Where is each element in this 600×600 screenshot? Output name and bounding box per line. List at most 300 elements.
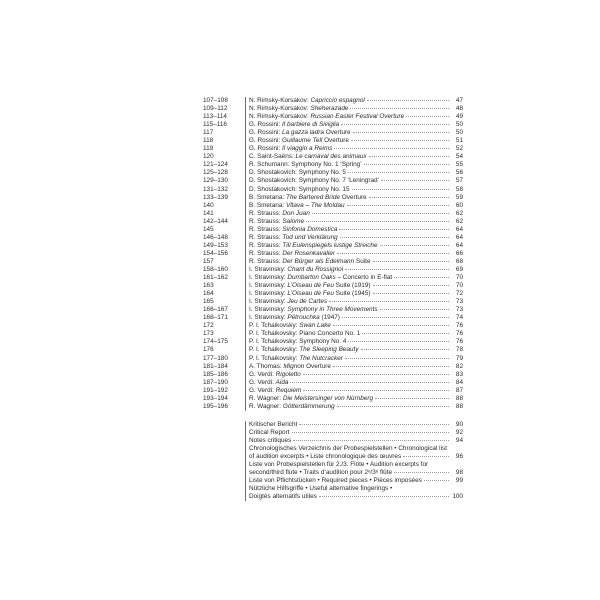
toc-entry-cell <box>245 485 463 501</box>
dot-leader <box>348 341 449 342</box>
dot-leader <box>303 374 449 375</box>
toc-entry-text <box>249 121 339 129</box>
toc-composer: R. Strauss: <box>249 209 283 217</box>
toc-excerpt-pages: 157 <box>203 257 214 265</box>
toc-entry-cell <box>245 258 463 266</box>
toc-entry-cell <box>245 153 463 161</box>
dot-leader <box>334 148 449 149</box>
toc-work-title: Il barbiere di Siviglia <box>282 121 340 129</box>
toc-work-suffix: Suite <box>354 257 371 265</box>
toc-page-number: 50 <box>455 129 463 137</box>
table-of-contents <box>203 97 463 501</box>
dot-leader <box>340 237 449 238</box>
dot-leader <box>369 197 449 198</box>
toc-entry-cell <box>245 161 463 169</box>
toc-excerpt-pages: 176 <box>203 346 214 354</box>
dot-leader <box>319 496 449 497</box>
toc-row-hilfsgriffe[interactable] <box>203 485 463 501</box>
toc-entry-text <box>249 202 345 210</box>
toc-page-number: 50 <box>455 121 463 129</box>
toc-composer: N. Rimsky-Korsakov: <box>249 113 311 121</box>
toc-entry-text <box>249 403 335 411</box>
dot-leader <box>348 172 449 173</box>
toc-work-title: Don Juan <box>282 209 310 217</box>
dot-leader <box>373 261 450 262</box>
toc-entry-text <box>249 105 348 113</box>
toc-excerpt-pages: 121–124 <box>203 161 228 169</box>
toc-entry-text <box>249 194 367 202</box>
toc-page-number: 57 <box>455 177 463 185</box>
toc-entry-cell <box>245 169 463 177</box>
dot-leader <box>424 480 449 481</box>
dot-leader <box>353 132 449 133</box>
dot-leader <box>350 108 449 109</box>
toc-page-number: 72 <box>455 290 463 298</box>
toc-entry-text <box>249 306 378 314</box>
appendix-list <box>203 421 463 501</box>
toc-row[interactable] <box>203 290 463 298</box>
toc-row[interactable] <box>203 298 463 306</box>
toc-page-number: 76 <box>455 338 463 346</box>
toc-page-number: 100 <box>452 493 463 501</box>
toc-work-suffix: Overture <box>322 137 349 145</box>
dot-leader <box>342 317 449 318</box>
toc-work-title: Capriccio espagnol <box>310 97 365 104</box>
toc-page-number: 64 <box>455 225 463 233</box>
toc-composer: R. Strauss: <box>249 217 283 225</box>
toc-page-number: 54 <box>455 153 463 161</box>
dot-leader <box>337 253 449 254</box>
toc-page-number: 59 <box>455 193 463 201</box>
toc-page-number: 78 <box>455 346 463 354</box>
toc-composer: B. Smetana: <box>249 193 286 201</box>
toc-row[interactable] <box>203 322 463 330</box>
toc-row[interactable] <box>203 177 463 185</box>
toc-work-title: Vltava – The Moldau <box>285 201 345 209</box>
toc-page-number: 60 <box>455 201 463 209</box>
toc-entry-cell <box>245 461 463 477</box>
toc-entry-cell <box>245 346 463 354</box>
toc-row[interactable] <box>203 194 463 202</box>
toc-work-suffix: Suite (1945) <box>333 290 371 298</box>
toc-row-pflichtstuecke[interactable] <box>203 477 463 485</box>
toc-composer: R. Wagner: <box>249 394 283 402</box>
toc-row[interactable] <box>203 234 463 242</box>
toc-composer: I. Stravinsky: <box>249 314 288 322</box>
toc-entry-cell <box>245 445 463 461</box>
dot-leader <box>306 221 449 222</box>
toc-work-title: Sheherazade <box>310 105 349 113</box>
dot-leader <box>403 456 449 457</box>
dot-leader <box>380 245 449 246</box>
toc-entry-text: Nützliche Hilfsgriffe • Useful alternative fingerings • <box>249 485 393 493</box>
toc-row[interactable] <box>203 153 463 161</box>
dot-leader <box>303 390 449 391</box>
toc-entry-cell <box>245 477 463 485</box>
toc-page-number: 55 <box>455 161 463 169</box>
toc-page-number: 51 <box>455 137 463 145</box>
toc-excerpt-pages: 181–184 <box>203 362 228 370</box>
toc-row-critical-report[interactable] <box>203 429 463 437</box>
toc-row[interactable] <box>203 387 463 395</box>
toc-row[interactable] <box>203 242 463 250</box>
dot-leader <box>351 140 449 141</box>
toc-row[interactable] <box>203 186 463 194</box>
toc-row[interactable] <box>203 218 463 226</box>
toc-page-number: 82 <box>455 362 463 370</box>
toc-excerpt-pages: 131–132 <box>203 185 228 193</box>
toc-entry-text <box>249 290 371 298</box>
toc-entry-cell <box>245 218 463 226</box>
toc-entry-text <box>249 242 378 250</box>
toc-work-title: Sinfonia Domestica <box>282 225 338 233</box>
toc-work-title: Rigoletto <box>275 370 301 378</box>
toc-page-number: 47 <box>455 97 463 104</box>
toc-excerpt-pages: 109–112 <box>203 105 228 113</box>
toc-entry-text <box>249 338 346 346</box>
toc-page-number: 64 <box>455 241 463 249</box>
toc-excerpt-pages: 113–114 <box>203 113 227 121</box>
toc-entry-cell <box>245 113 463 121</box>
dot-leader <box>341 124 449 125</box>
toc-entry-cell <box>245 274 463 282</box>
toc-entry-text <box>249 137 349 145</box>
toc-entry-cell <box>245 105 463 113</box>
toc-entry-text <box>249 186 350 194</box>
toc-entry-text: Doigtés alternatifs utiles <box>249 493 317 501</box>
toc-composer: R. Wagner: <box>249 402 283 410</box>
toc-entry-text <box>249 371 301 379</box>
toc-row[interactable] <box>203 346 463 354</box>
toc-page-number: 88 <box>455 394 463 402</box>
toc-excerpt-pages: 107–108 <box>203 97 228 104</box>
toc-page-number: 79 <box>455 354 463 362</box>
toc-work-title: The Sleeping Beauty <box>299 346 359 354</box>
toc-excerpt-pages: 166–167 <box>203 306 228 314</box>
dot-leader <box>373 293 450 294</box>
toc-page-number: 87 <box>455 386 463 394</box>
toc-entry-text <box>249 322 331 330</box>
toc-page-number: 70 <box>455 274 463 282</box>
toc-excerpt-pages: 163 <box>203 282 214 290</box>
toc-row[interactable] <box>203 169 463 177</box>
toc-row[interactable] <box>203 105 463 113</box>
toc-excerpt-pages: 125–128 <box>203 169 228 177</box>
dot-leader <box>290 382 449 383</box>
toc-entry-text <box>249 274 392 282</box>
toc-composer: G. Rossini: <box>249 129 283 137</box>
toc-composer: A. Thomas: <box>249 362 284 370</box>
toc-composer: D. Shostakovich: Symphony No. 5 <box>249 169 346 177</box>
toc-page-number: 49 <box>455 113 463 121</box>
toc-entry-text <box>249 113 404 121</box>
toc-entry-text <box>249 363 331 371</box>
toc-entry-text <box>249 129 351 137</box>
toc-composer: P. I. Tchaikovsky: <box>249 346 300 354</box>
toc-excerpt-pages: 185–186 <box>203 370 228 378</box>
toc-row-chronologisches[interactable] <box>203 445 463 461</box>
toc-entry-text: second/third flute • Traits d’audition pour 2ᵉ/3ᵉ flûte <box>249 469 393 477</box>
dot-leader <box>406 116 449 117</box>
toc-page-number: 83 <box>455 370 463 378</box>
toc-entry-text <box>249 387 301 395</box>
toc-entry-text <box>249 97 365 105</box>
toc-composer: P. I. Tchaikovsky: <box>249 322 300 330</box>
toc-page-number: 73 <box>455 298 463 306</box>
toc-entry-text: Chronologisches Verzeichnis der Probespielstellen • Chronological list <box>249 444 447 452</box>
toc-composer: N. Rimsky-Korsakov: <box>249 97 311 104</box>
toc-row[interactable] <box>203 250 463 258</box>
toc-row[interactable] <box>203 137 463 145</box>
toc-work-title: Dumbarton Oaks <box>287 274 336 282</box>
toc-composer: G. Verdi: <box>249 370 276 378</box>
toc-row[interactable] <box>203 395 463 403</box>
toc-work-suffix: Overture <box>323 129 351 137</box>
toc-work-suffix: (1947) <box>319 314 340 322</box>
toc-page-number: 76 <box>455 330 463 338</box>
toc-entry-cell <box>245 121 463 129</box>
dot-leader <box>299 424 449 425</box>
toc-row[interactable] <box>203 161 463 169</box>
toc-composer: C. Saint-Saëns: <box>249 153 296 161</box>
toc-work-suffix: Overture <box>339 193 367 201</box>
toc-work-suffix: Suite (1919) <box>333 282 371 290</box>
toc-excerpt-pages: 117 <box>203 129 214 137</box>
toc-page-number: 69 <box>455 265 463 273</box>
toc-row[interactable] <box>203 363 463 371</box>
toc-page-number: 52 <box>455 145 463 153</box>
toc-composer: I. Stravinsky: <box>249 282 288 290</box>
toc-entry-text: Critical Report <box>249 428 290 436</box>
toc-work-title: Jeu de Cartes <box>287 298 328 306</box>
toc-page-number: 48 <box>455 105 463 113</box>
toc-row[interactable] <box>203 338 463 346</box>
toc-excerpt-pages: 172 <box>203 322 214 330</box>
toc-work-title: Salome <box>282 217 305 225</box>
toc-entry-text <box>249 153 367 161</box>
dot-leader <box>364 164 449 165</box>
toc-row[interactable] <box>203 274 463 282</box>
toc-row[interactable] <box>203 379 463 387</box>
toc-excerpt-pages: 173 <box>203 330 214 338</box>
toc-row[interactable] <box>203 97 463 105</box>
toc-page-number: 92 <box>455 428 463 436</box>
toc-page-number: 64 <box>455 233 463 241</box>
toc-composer: R. Schumann: Symphony No. 1 ‘Spring’ <box>249 161 362 169</box>
toc-composer: G. Rossini: <box>249 121 283 129</box>
toc-composer: D. Shostakovich: Symphony No. 15 <box>249 185 350 193</box>
dot-leader <box>347 205 449 206</box>
dot-leader <box>312 213 449 214</box>
toc-row[interactable] <box>203 330 463 338</box>
toc-composer: G. Rossini: <box>249 145 283 153</box>
toc-entry-text: Kritischer Bericht <box>249 420 298 428</box>
toc-row[interactable] <box>203 129 463 137</box>
toc-row-kritischer-bericht[interactable] <box>203 421 463 429</box>
toc-composer: I. Stravinsky: <box>249 265 288 273</box>
toc-excerpt-pages: 165 <box>203 298 214 306</box>
toc-entry-cell <box>245 437 463 445</box>
toc-composer: P. I. Tchaikovsky: Piano Concerto No. 1 <box>249 330 361 338</box>
dot-leader <box>293 440 449 441</box>
toc-work-title: Symphony in Three Movements <box>287 306 378 314</box>
toc-row-notes-critiques[interactable] <box>203 437 463 445</box>
toc-entry-cell <box>245 129 463 137</box>
toc-entry-cell <box>245 210 463 218</box>
toc-row[interactable] <box>203 306 463 314</box>
toc-excerpt-pages: 154–156 <box>203 249 228 257</box>
toc-composer: R. Strauss: <box>249 233 283 241</box>
toc-excerpt-pages: 177–180 <box>203 354 228 362</box>
toc-entry-text <box>249 226 337 234</box>
toc-work-title: Il viaggio a Reims <box>282 145 333 153</box>
toc-composer: B. Smetana: <box>249 201 286 209</box>
toc-entry-text: Notes critiques <box>249 436 292 444</box>
toc-composer: I. Stravinsky: <box>249 274 288 282</box>
toc-row-liste-probespiel[interactable] <box>203 461 463 477</box>
toc-page-number: 74 <box>455 314 463 322</box>
toc-entry-cell <box>245 242 463 250</box>
toc-entry-cell <box>245 306 463 314</box>
toc-entry-cell <box>245 234 463 242</box>
toc-row[interactable] <box>203 121 463 129</box>
toc-work-title: L’Oiseau de Feu <box>287 282 334 290</box>
toc-work-title: L’Oiseau de Feu <box>287 290 334 298</box>
dot-leader <box>333 366 449 367</box>
dot-leader <box>337 406 449 407</box>
toc-composer: P. I. Tchaikovsky: <box>249 354 300 362</box>
toc-work-title: Le carnaval des animaux <box>295 153 367 161</box>
toc-entry-cell <box>245 282 463 290</box>
dot-leader <box>375 398 449 399</box>
toc-work-title: Swan Lake <box>299 322 331 330</box>
toc-composer: I. Stravinsky: <box>249 306 288 314</box>
toc-entry-cell <box>245 226 463 234</box>
toc-entry-cell <box>245 194 463 202</box>
toc-row[interactable] <box>203 258 463 266</box>
toc-row[interactable] <box>203 113 463 121</box>
dot-leader <box>394 472 449 473</box>
toc-work-title: Guillaume Tell <box>282 137 323 145</box>
toc-entry-cell <box>245 290 463 298</box>
dot-leader <box>339 229 449 230</box>
toc-work-suffix: – Concerto in E-flat <box>335 274 393 282</box>
toc-page-number: 70 <box>455 282 463 290</box>
toc-excerpt-pages: 141 <box>203 209 214 217</box>
toc-page-number: 84 <box>455 378 463 386</box>
toc-entry-cell <box>245 421 463 429</box>
dot-leader <box>345 269 449 270</box>
toc-row[interactable] <box>203 371 463 379</box>
toc-composer: I. Stravinsky: <box>249 298 288 306</box>
toc-excerpt-pages: 195–196 <box>203 402 228 410</box>
toc-excerpt-pages: 142–144 <box>203 217 228 225</box>
toc-page-number: 99 <box>455 477 463 485</box>
toc-composer: R. Strauss: <box>249 225 283 233</box>
toc-excerpt-pages: 129–130 <box>203 177 228 185</box>
dot-leader <box>373 285 450 286</box>
toc-work-title: Götterdämmerung <box>282 402 335 410</box>
toc-excerpt-pages: 193–194 <box>203 394 228 402</box>
toc-row[interactable] <box>203 403 463 411</box>
dot-leader <box>333 325 449 326</box>
toc-row[interactable] <box>203 355 463 363</box>
toc-work-title: Till Eulenspiegels lustige Streiche <box>282 241 378 249</box>
toc-entry-cell <box>245 322 463 330</box>
toc-work-title: Requiem <box>275 386 302 394</box>
toc-entry-text <box>249 145 332 153</box>
toc-page-number: 58 <box>455 185 463 193</box>
toc-page-number: 94 <box>455 436 463 444</box>
section-spacer <box>203 411 463 421</box>
toc-page-number: 76 <box>455 322 463 330</box>
toc-entry-cell <box>245 355 463 363</box>
toc-composer: R. Strauss: <box>249 249 283 257</box>
toc-row[interactable] <box>203 210 463 218</box>
toc-composer: N. Rimsky-Korsakov: <box>249 105 311 113</box>
toc-entry-text <box>249 379 288 387</box>
toc-page-number: 62 <box>455 217 463 225</box>
dot-leader <box>369 156 449 157</box>
toc-entry-cell <box>245 371 463 379</box>
toc-excerpt-pages: 120 <box>203 153 214 161</box>
toc-composer: I. Stravinsky: <box>249 290 288 298</box>
toc-entry-cell <box>245 137 463 145</box>
toc-composer: G. Verdi: <box>249 386 276 394</box>
toc-excerpt-pages: 115–116 <box>203 121 227 129</box>
toc-excerpt-pages: 140 <box>203 201 214 209</box>
toc-page-number: 90 <box>455 420 463 428</box>
toc-excerpt-pages: 168–171 <box>203 314 228 322</box>
dot-leader <box>381 180 449 181</box>
toc-work-title: Der Bürger als Edelmann <box>282 257 355 265</box>
toc-excerpt-pages: 161–162 <box>203 274 228 282</box>
toc-entry-cell <box>245 177 463 185</box>
toc-page-number: 62 <box>455 209 463 217</box>
toc-excerpt-pages: 146–148 <box>203 233 228 241</box>
toc-row[interactable] <box>203 266 463 274</box>
dot-leader <box>362 333 449 334</box>
toc-page-number: 96 <box>455 453 463 461</box>
toc-page-number: 66 <box>455 249 463 257</box>
toc-excerpt-pages: 119 <box>203 145 214 153</box>
dot-leader <box>394 277 449 278</box>
toc-composer: P. I. Tchaikovsky: Symphony No. 4 <box>249 338 347 346</box>
dot-leader <box>329 301 449 302</box>
toc-entry-text <box>249 210 310 218</box>
toc-row[interactable] <box>203 314 463 322</box>
toc-entry-cell <box>245 186 463 194</box>
toc-row[interactable] <box>203 145 463 153</box>
toc-entry-cell <box>245 338 463 346</box>
toc-entry-cell <box>245 403 463 411</box>
dot-leader <box>345 358 449 359</box>
toc-work-title: Der Rosenkavalier <box>282 249 335 257</box>
toc-entry-text <box>249 346 359 354</box>
toc-entry-text: Liste von Probespielstellen für 2./3. Flöte • Audition excerpts for <box>249 461 429 469</box>
toc-row[interactable] <box>203 282 463 290</box>
toc-row[interactable] <box>203 226 463 234</box>
toc-composer: G. Rossini: <box>249 137 283 145</box>
toc-excerpt-pages: 164 <box>203 290 214 298</box>
toc-row[interactable] <box>203 202 463 210</box>
toc-entry-text: Liste von Pflichtstücken • Required pieces • Pièces imposées <box>249 477 422 485</box>
toc-composer: R. Strauss: <box>249 241 283 249</box>
toc-entry-text <box>249 314 340 322</box>
toc-work-title: Mignon <box>283 362 305 370</box>
toc-excerpt-pages: 145 <box>203 225 214 233</box>
dot-leader <box>292 432 450 433</box>
